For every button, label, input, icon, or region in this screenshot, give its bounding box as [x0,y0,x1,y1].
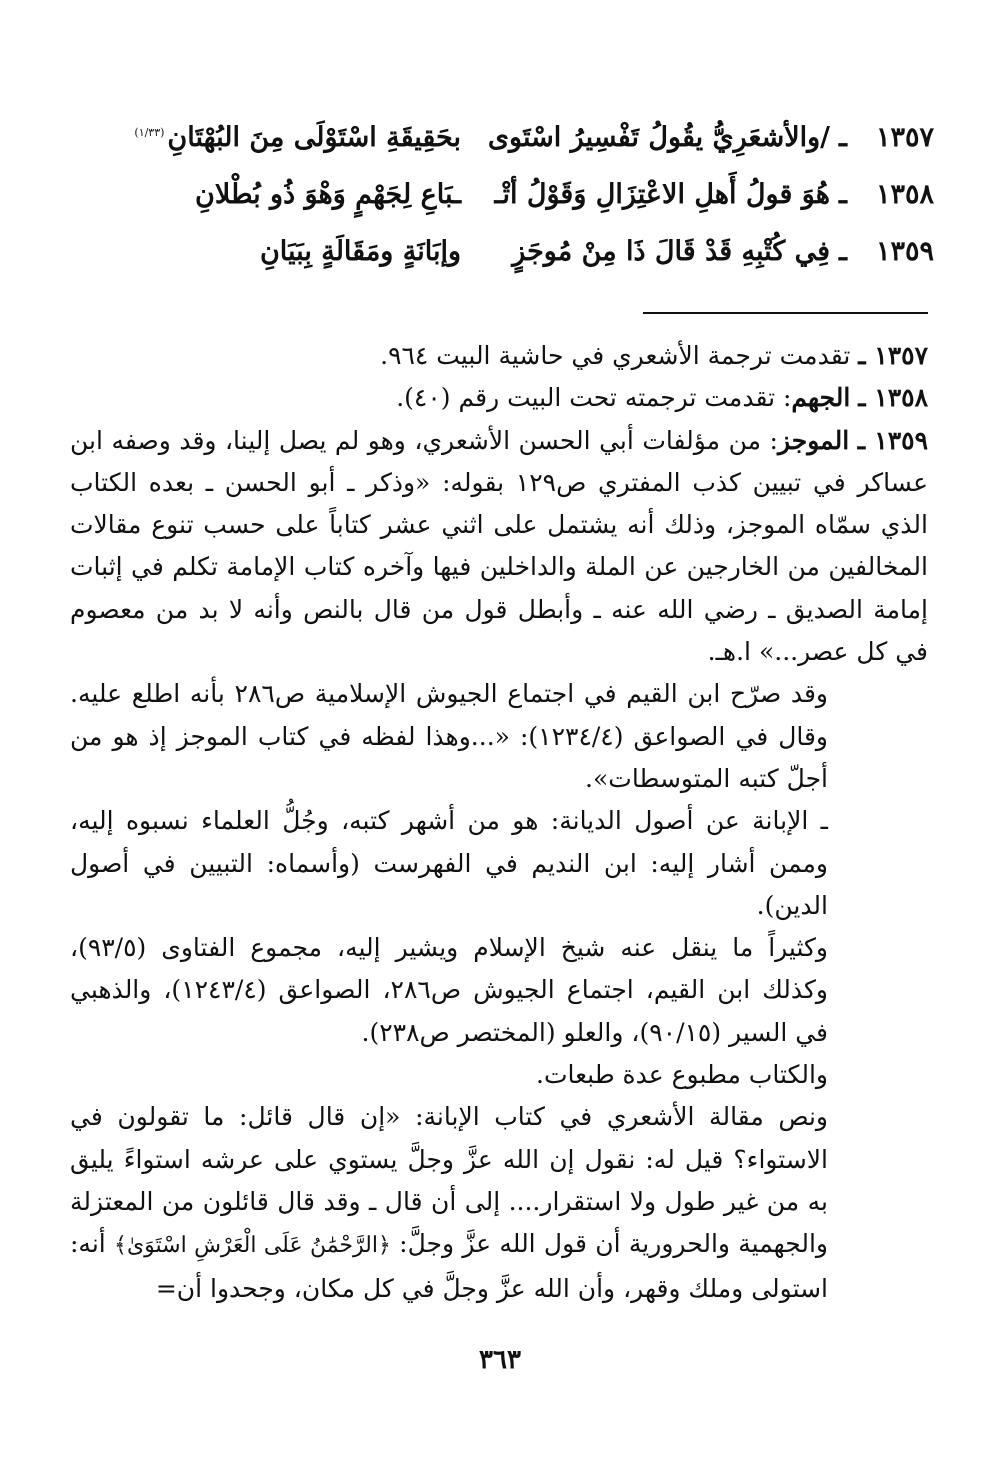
note-text: : هو من أشهر كتبه، وجُلُّ العلماء نسبوه إليه، وممن أشار إليه: ابن النديم في الفهرست (وأسماه: التبيين في أصول الدين). [70,806,828,920]
verse-first-hemistich: فِي كُتْبِهِ قَدْ قَالَ ذَا مِنْ مُوجَزٍ [512,236,830,267]
note-text: تقدمت ترجمة الأشعري في حاشية البيت ٩٦٤. [380,341,851,370]
note-term: الموجز [777,425,850,455]
ibana-lead: ـ [808,806,828,836]
quote-text-before: ونص مقالة الأشعري في كتاب الإبانة: «إن قال قائل: ما تقولون في الاستواء؟ قيل له: نقول إن الله عزَّ وجلَّ يستوي على عرشه استواءً يليق به من غير طول ولا استقرار.... إلى أن قال ـ وقد قال قائلون من المعتزلة والجهمية والحرورية أن قول الله عزَّ وجلَّ: [70,1102,828,1259]
footnote-separator [643,312,928,314]
verse-number: ١٣٥٩ [875,236,934,267]
poem-verses [34,122,934,293]
verse-second-hemistich: ـبَاعِ لِجَهْمٍ وَهْوَ ذُو بُطْلانِ [195,179,461,210]
note-text: : تقدمت ترجمته تحت البيت رقم (٤٠). [396,383,792,413]
note-term: الإبانة عن أصول الديانة [559,806,809,836]
verse-1357 [34,122,934,179]
hemistich-text: بحَقِيقَةِ اسْتَوْلَى مِنَ البُهْتَانِ [167,122,461,153]
verse-dash: ـ [839,179,847,210]
verse-second-hemistich: وإبَانَةٍ ومَقَالَةٍ بِبَيَانِ [259,236,461,267]
paragraph-ibn-qayyim: وقد صرّح ابن القيم في اجتماع الجيوش الإسلامية ص٢٨٦ بأنه اطلع عليه. وقال في الصواعق (١٢٣٤/٤): «...وهذا لفظه في كتاب الموجز إذ هو من أجلّ كتبه المتوسطات». [70,679,829,793]
note-term: الجهم [791,383,851,413]
paragraph-ibana-references: وكثيراً ما ينقل عنه شيخ الإسلام ويشير إليه، مجموع الفتاوى (٩٣/٥)، وكذلك ابن القيم، اجتماع الجيوش ص٢٨٦، الصواعق (١٢٤٣/٤)، والذهبي في السير (٩٠/١٥)، والعلو (المختصر ص٢٣٨). [70,933,828,1047]
footnotes [70,335,928,1310]
quran-verse: ﴿الرَّحْمَٰنُ عَلَى الْعَرْشِ اسْتَوَىٰ﴾ [114,1233,391,1259]
verse-dash: ـ [839,122,847,153]
note-1359 [70,420,928,674]
note-number: ١٣٥٨ ـ [858,383,928,413]
note-number: ١٣٥٧ ـ [858,341,928,370]
verse-first-hemistich: هُوَ قولُ أَهلِ الاعْتِزَالِ وَقَوْلُ أتْـ [494,179,830,210]
verse-first-hemistich: /والأشعَرِيُّ يقُولُ تَفْسِيرُ اسْتَوى [487,122,830,153]
note-number: ١٣٥٩ ـ [857,425,929,455]
paragraph-printed: والكتاب مطبوع عدة طبعات. [536,1060,828,1090]
note-1358 [70,377,928,419]
note-1357 [70,335,928,377]
page-number: ٣٦٣ [479,1345,521,1375]
paragraph-ashari-text [70,1096,928,1309]
paragraph-ibana [70,800,928,927]
manuscript-reference: (١/٣٣) [134,126,165,139]
verse-second-hemistich [41,122,461,153]
note-text: : من مؤلفات أبي الحسن الأشعري، وهو لم يصل إلينا، وقد وصفه ابن عساكر في تبيين كذب المفتري ص١٢٩ بقوله: «وذكر ـ أبو الحسن ـ بعده الكتاب الذي سمّاه الموجز، وذلك أنه يشتمل على اثني عشر كتاباً على حسب تنوع مقالات المخالفين من الخارجين عن الملة والداخلين فيها وآخره كتاب الإمامة تكلم في إثبات إمامة الصديق ـ رضي الله عنه ـ وأبطل قول من قال بالنص وأنه لا بد من معصوم في كل عصر...» ا.هـ. [70,425,928,667]
verse-1359 [34,236,934,293]
verse-number: ١٣٥٧ [875,122,934,153]
quote-text-after: أنه: استولى وملك وقهر، وأن الله عزَّ وجلَّ في كل مكان، وجحدوا أن= [70,1229,828,1303]
verse-dash: ـ [839,236,847,267]
verse-number: ١٣٥٨ [875,179,934,210]
verse-1358 [34,179,934,236]
